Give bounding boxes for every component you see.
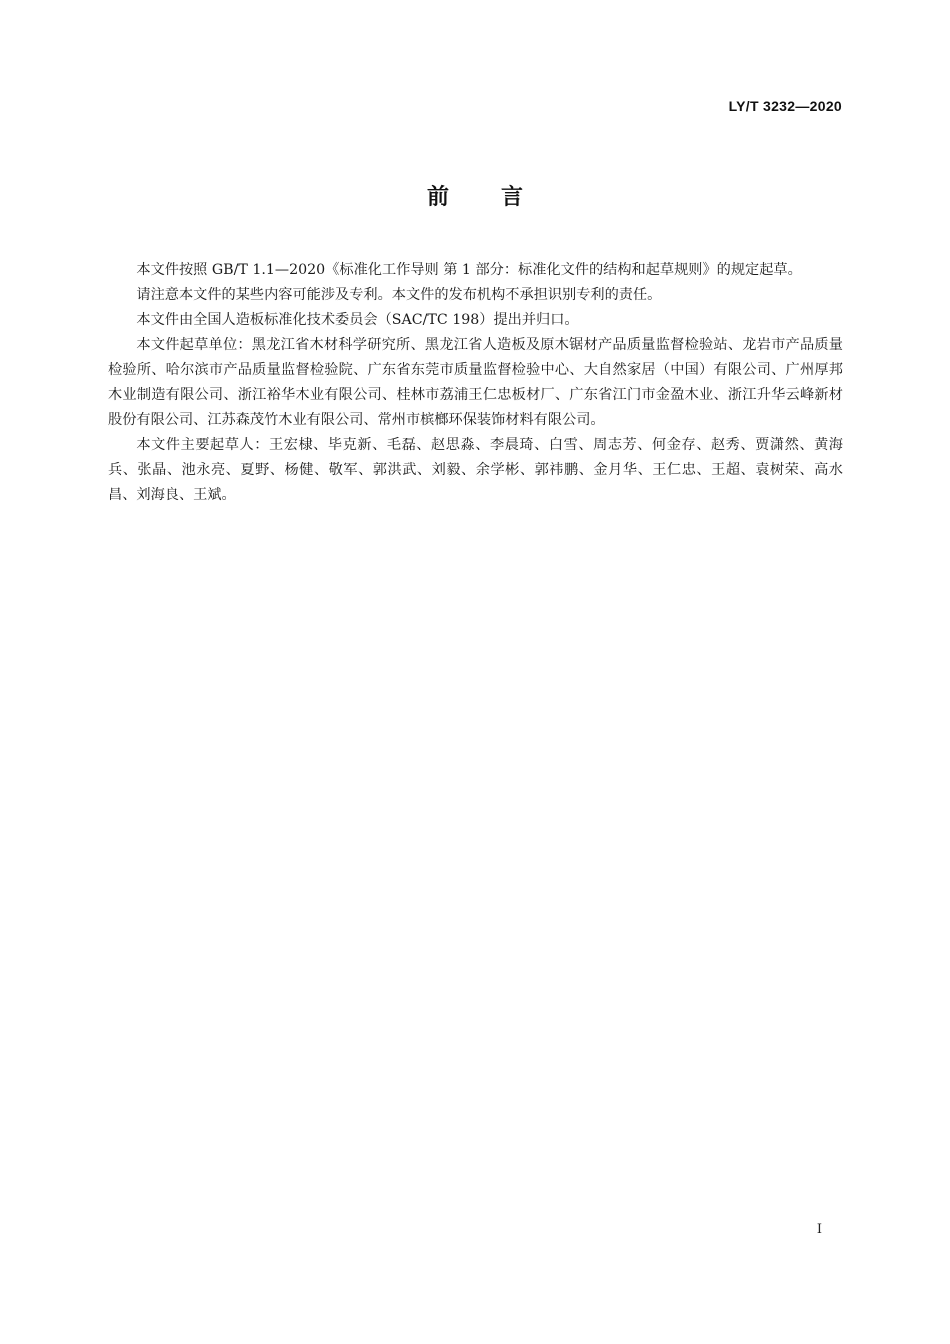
paragraph-drafting-units: 本文件起草单位：黑龙江省木材科学研究所、黑龙江省人造板及原木锯材产品质量监督检验站、龙岩市产品质量检验所、哈尔滨市产品质量监督检验院、广东省东莞市质量监督检验中心、大自然家居（中国）有限公司、广州厚邦木业制造有限公司、浙江裕华木业有限公司、桂林市荔浦王仁忠板材厂、广东省江门市金盈木业、浙江升华云峰新材股份有限公司、江苏森茂竹木业有限公司、常州市槟榔环保装饰材料有限公司。 xyxy=(108,337,843,428)
foreword-body xyxy=(108,258,843,508)
paragraph-proposer: 本文件由全国人造板标准化技术委员会（SAC/TC 198）提出并归口。 xyxy=(136,312,579,328)
paragraph-patent-notice: 请注意本文件的某些内容可能涉及专利。本文件的发布机构不承担识别专利的责任。 xyxy=(136,287,662,303)
paragraph-main-drafters: 本文件主要起草人：王宏棣、毕克新、毛磊、赵思淼、李晨琦、白雪、周志芳、何金存、赵秀、贾潇然、黄海兵、张晶、池永亮、夏野、杨健、敬军、郭洪武、刘毅、余学彬、郭祎鹏、金月华、王仁忠、王超、袁树荣、高水昌、刘海良、王斌。 xyxy=(108,437,843,503)
page-number: I xyxy=(816,1222,822,1237)
standard-code: LY/T 3232—2020 xyxy=(728,98,842,114)
page-title: 前言 xyxy=(426,185,575,210)
paragraph-drafting-rules: 本文件按照 GB/T 1.1—2020《标准化工作导则 第 1 部分：标准化文件的结构和起草规则》的规定起草。 xyxy=(136,262,802,278)
